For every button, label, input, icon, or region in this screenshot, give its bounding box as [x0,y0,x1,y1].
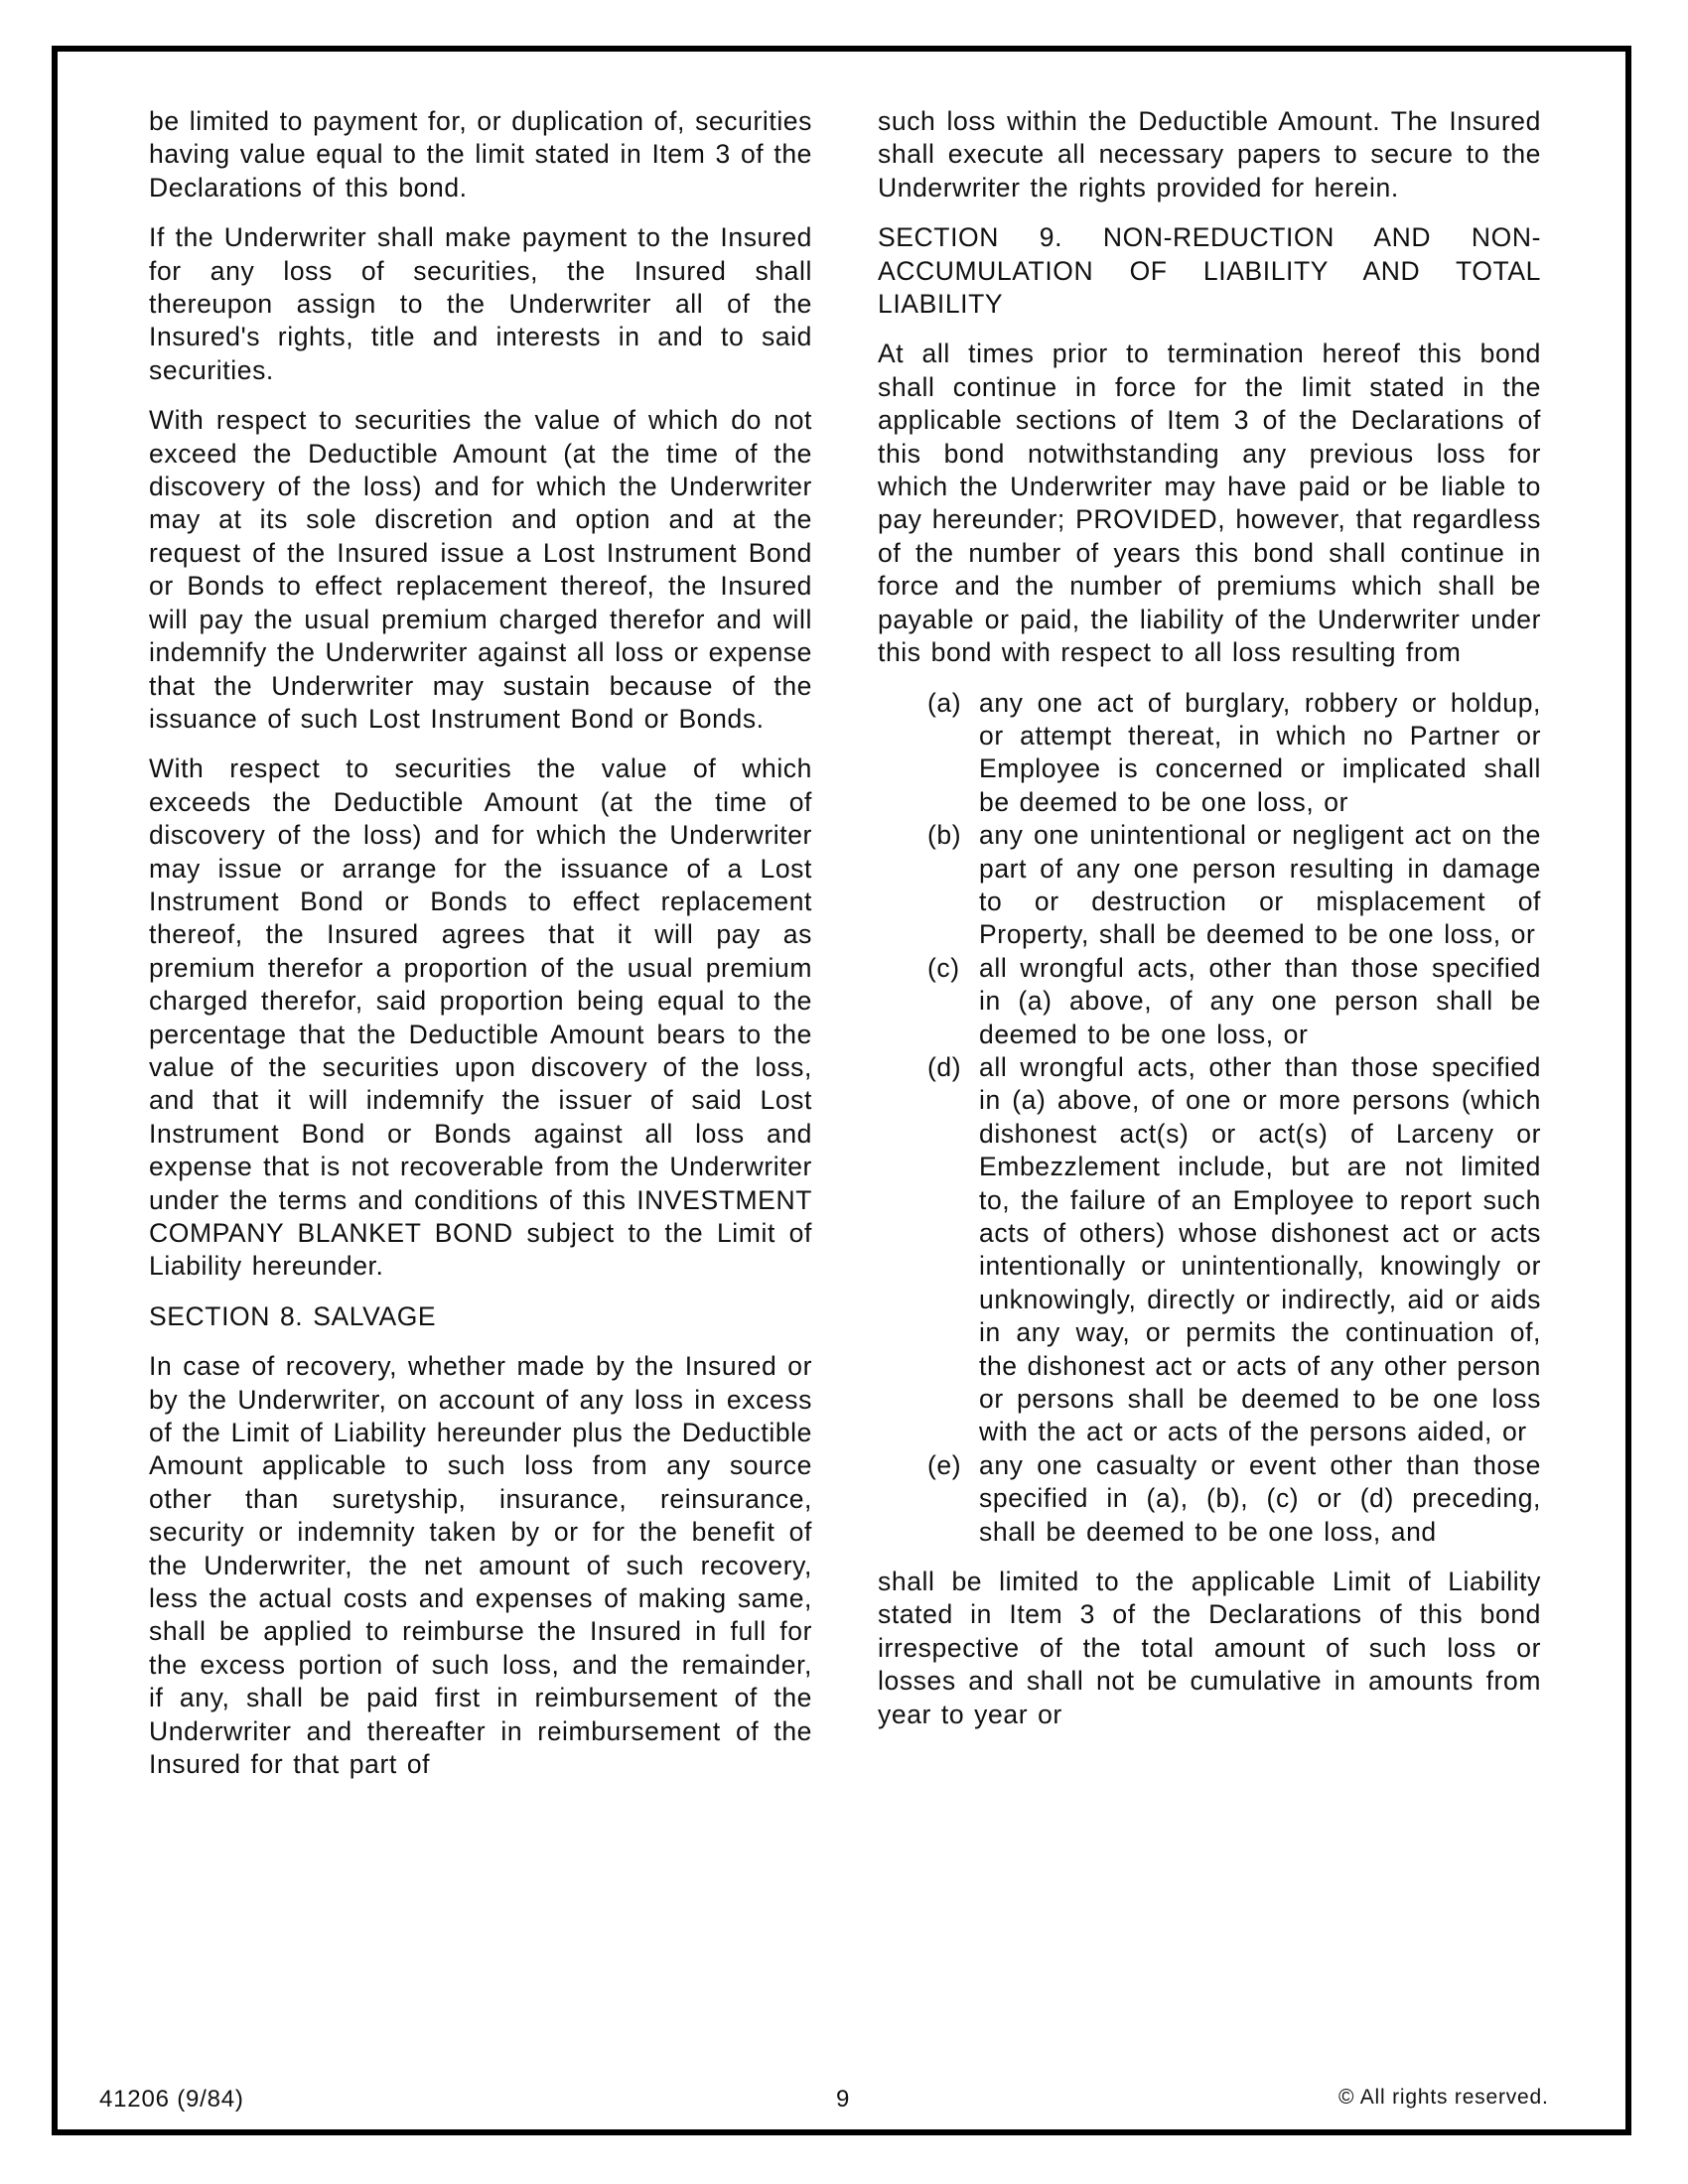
list-marker: (a) [927,687,962,718]
list-text: all wrongful acts, other than those specified in (a) above, of any one person shall be deemed to be one loss, or [979,952,1541,1049]
list-item-e [878,1449,1541,1549]
list-marker: (d) [927,1051,962,1082]
left-paragraph-5: In case of recovery, whether made by the Insured or by the Underwriter, on account of any loss in excess of the Limit of Liability hereunder plus the Deductible Amount applicable to such loss from any source other than suretyship, insurance, reinsurance, security or indemnity taken by or for the benefit of the Underwriter, the net amount of such recovery, less the actual costs and expenses of making same, shall be applied to reimburse the Insured in full for the excess portion of such loss, and the remainder, if any, shall be paid first in reimbursement of the Underwriter and thereafter in reimbursement of the Insured for that part of [149,1351,812,1780]
section-8-heading: SECTION 8. SALVAGE [149,1300,437,1331]
page-number: 9 [836,2086,851,2113]
list-item-a [878,687,1541,820]
right-paragraph-2: At all times prior to termination hereof this bond shall continue in force for the limit stated in the applicable sections of Item 3 of the Declarations of this bond notwithstanding any previous loss for which the Underwriter may have paid or be liable to pay hereunder; PROVIDED, however, that regardless of the number of years this bond shall continue in force and the number of premiums which shall be payable or paid, the liability of the Underwriter under this bond with respect to all loss resulting from [878,339,1541,668]
right-paragraph-3: shall be limited to the applicable Limit of Liability stated in Item 3 of the Declarations of this bond irrespective of the total amount of such loss or losses and shall not be cumulative in amounts from year to year or [878,1567,1541,1729]
right-column [878,105,1541,1748]
list-text: any one act of burglary, robbery or holdup, or attempt thereat, in which no Partner or Employee is concerned or implicated shall be deemed to be one loss, or [979,687,1541,817]
list-item-d [878,1051,1541,1449]
list-item-c [878,952,1541,1051]
list-text: all wrongful acts, other than those specified in (a) above, of one or more persons (which dishonest act(s) or act(s) of Larceny or Embezzlement include, but are not limited to, the failure of an Employee to report such acts of others) whose dishonest act or acts intentionally or unintentionally, knowingly or unknowingly, directly or indirectly, aid or aids in any way, or permits the continuation of, the dishonest act or acts of any other person or persons shall be deemed to be one loss with the act or acts of the persons aided, or [979,1051,1541,1447]
list-text: any one casualty or event other than those specified in (a), (b), (c) or (d) preceding, shall be deemed to be one loss, and [979,1449,1541,1547]
left-column [149,105,812,1799]
left-paragraph-4: With respect to securities the value of which exceeds the Deductible Amount (at the time of discovery of the loss) and for which the Underwriter may issue or arrange for the issuance of a Lost Instrument Bond or Bonds to effect replacement thereof, the Insured agrees that it will pay as premium therefor a proportion of the usual premium charged therefor, said proportion being equal to the percentage that the Deductible Amount bears to the value of the securities upon discovery of the loss, and that it will indemnify the issuer of said Lost Instrument Bond or Bonds against all loss and expense that is not recoverable from the Underwriter under the terms and conditions of this INVESTMENT COMPANY BLANKET BOND subject to the Limit of Liability hereunder. [149,753,812,1282]
copyright-notice: © All rights reserved. [1338,2086,1549,2109]
section-9-heading: SECTION 9. NON-REDUCTION AND NON-ACCUMULATION OF LIABILITY AND TOTAL LIABILITY [878,222,1541,320]
left-paragraph-3: With respect to securities the value of which do not exceed the Deductible Amount (at the time of the discovery of the loss) and for which the Underwriter may at its sole discretion and option and at the request of the Insured issue a Lost Instrument Bond or Bonds to effect replacement thereof, the Insured will pay the usual premium charged therefor and will indemnify the Underwriter against all loss or expense that the Underwriter may sustain because of the issuance of such Lost Instrument Bond or Bonds. [149,405,812,734]
list-text: any one unintentional or negligent act on the part of any one person resulting in damage to or destruction or misplacement of Property, shall be deemed to be one loss, or [979,820,1541,950]
list-item-b [878,819,1541,952]
list-marker: (e) [927,1449,962,1480]
left-paragraph-1: be limited to payment for, or duplication of, securities having value equal to the limit stated in Item 3 of the Declarations of this bond. [149,106,812,203]
form-number: 41206 (9/84) [99,2086,244,2113]
right-paragraph-1: such loss within the Deductible Amount. The Insured shall execute all necessary papers to secure to the Underwriter the rights provided for herein. [878,106,1541,203]
list-marker: (b) [927,820,962,851]
liability-list [878,687,1541,1550]
list-marker: (c) [927,952,960,983]
left-paragraph-2: If the Underwriter shall make payment to the Insured for any loss of securities, the Insured shall thereupon assign to the Underwriter all of the Insured's rights, title and interests in and to said securities. [149,222,812,385]
